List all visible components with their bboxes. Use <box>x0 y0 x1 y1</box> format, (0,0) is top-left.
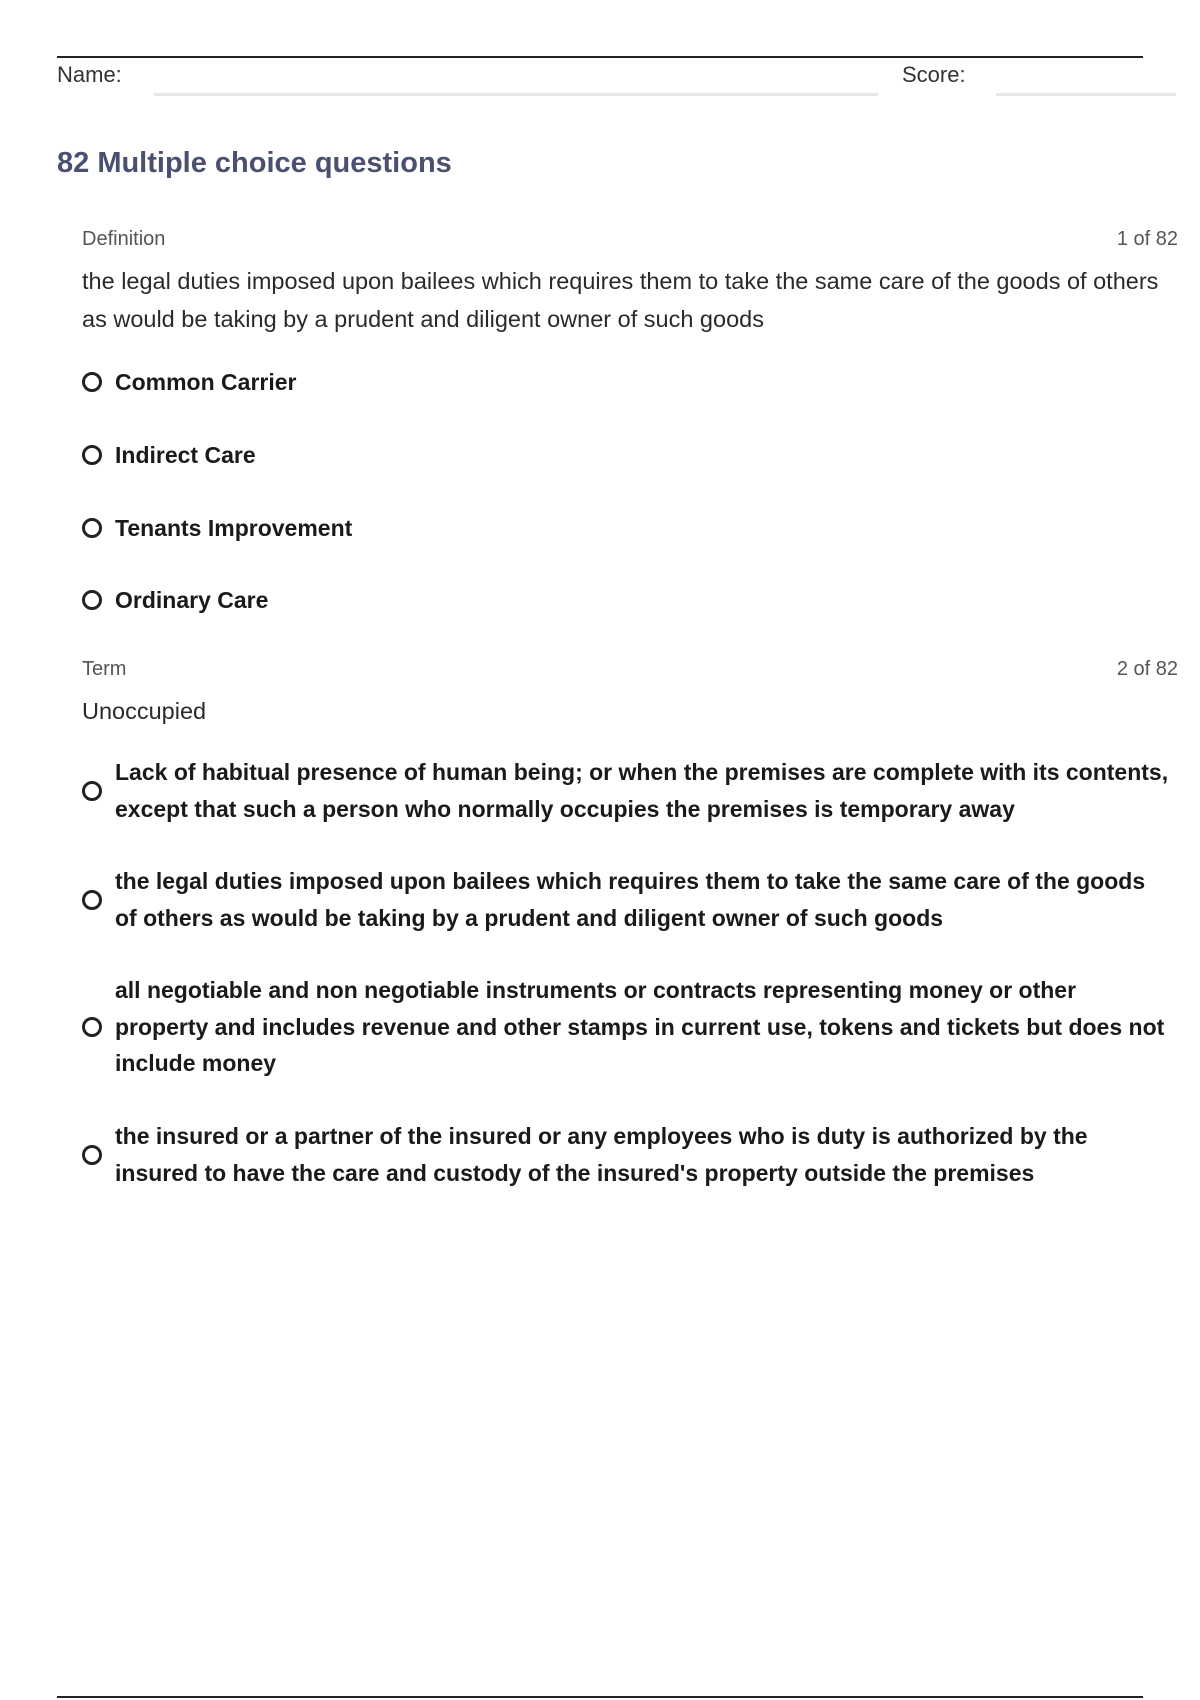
name-field[interactable] <box>154 93 878 96</box>
question-counter: 1 of 82 <box>1116 228 1178 250</box>
option-label: Common Carrier <box>115 369 297 395</box>
radio-button-icon[interactable] <box>82 518 102 538</box>
radio-button-icon[interactable] <box>82 781 102 801</box>
name-label: Name: <box>57 62 122 87</box>
question-2-option-4[interactable] <box>82 1118 1172 1191</box>
question-2-option-3[interactable] <box>82 972 1172 1082</box>
radio-button-icon[interactable] <box>82 590 102 610</box>
question-1-option-4[interactable] <box>82 582 1172 619</box>
question-1-prompt: the legal duties imposed upon bailees which requires them to take the same care of the goods of others as would be taking by a prudent and diligent owner of such goods <box>82 268 1159 332</box>
question-counter: 2 of 82 <box>1116 658 1178 680</box>
radio-button-icon[interactable] <box>82 890 102 910</box>
question-type-label: Definition <box>82 228 166 250</box>
option-label: all negotiable and non negotiable instruments or contracts representing money or other property and includes revenue and other stamps in current use, tokens and tickets but does not include money <box>115 977 1165 1076</box>
option-label: Tenants Improvement <box>115 515 353 541</box>
option-label: Ordinary Care <box>115 587 269 613</box>
question-2-header <box>82 658 1178 681</box>
bottom-rule <box>57 1696 1143 1698</box>
radio-button-icon[interactable] <box>82 445 102 465</box>
score-field[interactable] <box>996 93 1176 96</box>
radio-button-icon[interactable] <box>82 372 102 392</box>
question-2-option-1[interactable] <box>82 754 1172 827</box>
question-type-label: Term <box>82 658 127 680</box>
question-2-prompt: Unoccupied <box>82 698 207 724</box>
radio-button-icon[interactable] <box>82 1145 102 1165</box>
score-label: Score: <box>902 62 966 87</box>
option-label: Indirect Care <box>115 442 256 468</box>
page-title: 82 Multiple choice questions <box>57 147 452 179</box>
option-label: Lack of habitual presence of human being; or when the premises are complete with its contents, except that such a person who normally occupies the premises is temporary away <box>115 759 1169 822</box>
question-1-option-3[interactable] <box>82 510 1172 547</box>
option-label: the legal duties imposed upon bailees which requires them to take the same care of the goods of others as would be taking by a prudent and diligent owner of such goods <box>115 868 1146 931</box>
question-2-option-2[interactable] <box>82 863 1172 936</box>
option-label: the insured or a partner of the insured or any employees who is duty is authorized by the insured to have the care and custody of the insured's property outside the premises <box>115 1123 1088 1186</box>
question-1-option-2[interactable] <box>82 437 1172 474</box>
top-rule <box>57 56 1143 58</box>
question-1-header <box>82 228 1178 251</box>
question-1-option-1[interactable] <box>82 364 1172 401</box>
radio-button-icon[interactable] <box>82 1017 102 1037</box>
